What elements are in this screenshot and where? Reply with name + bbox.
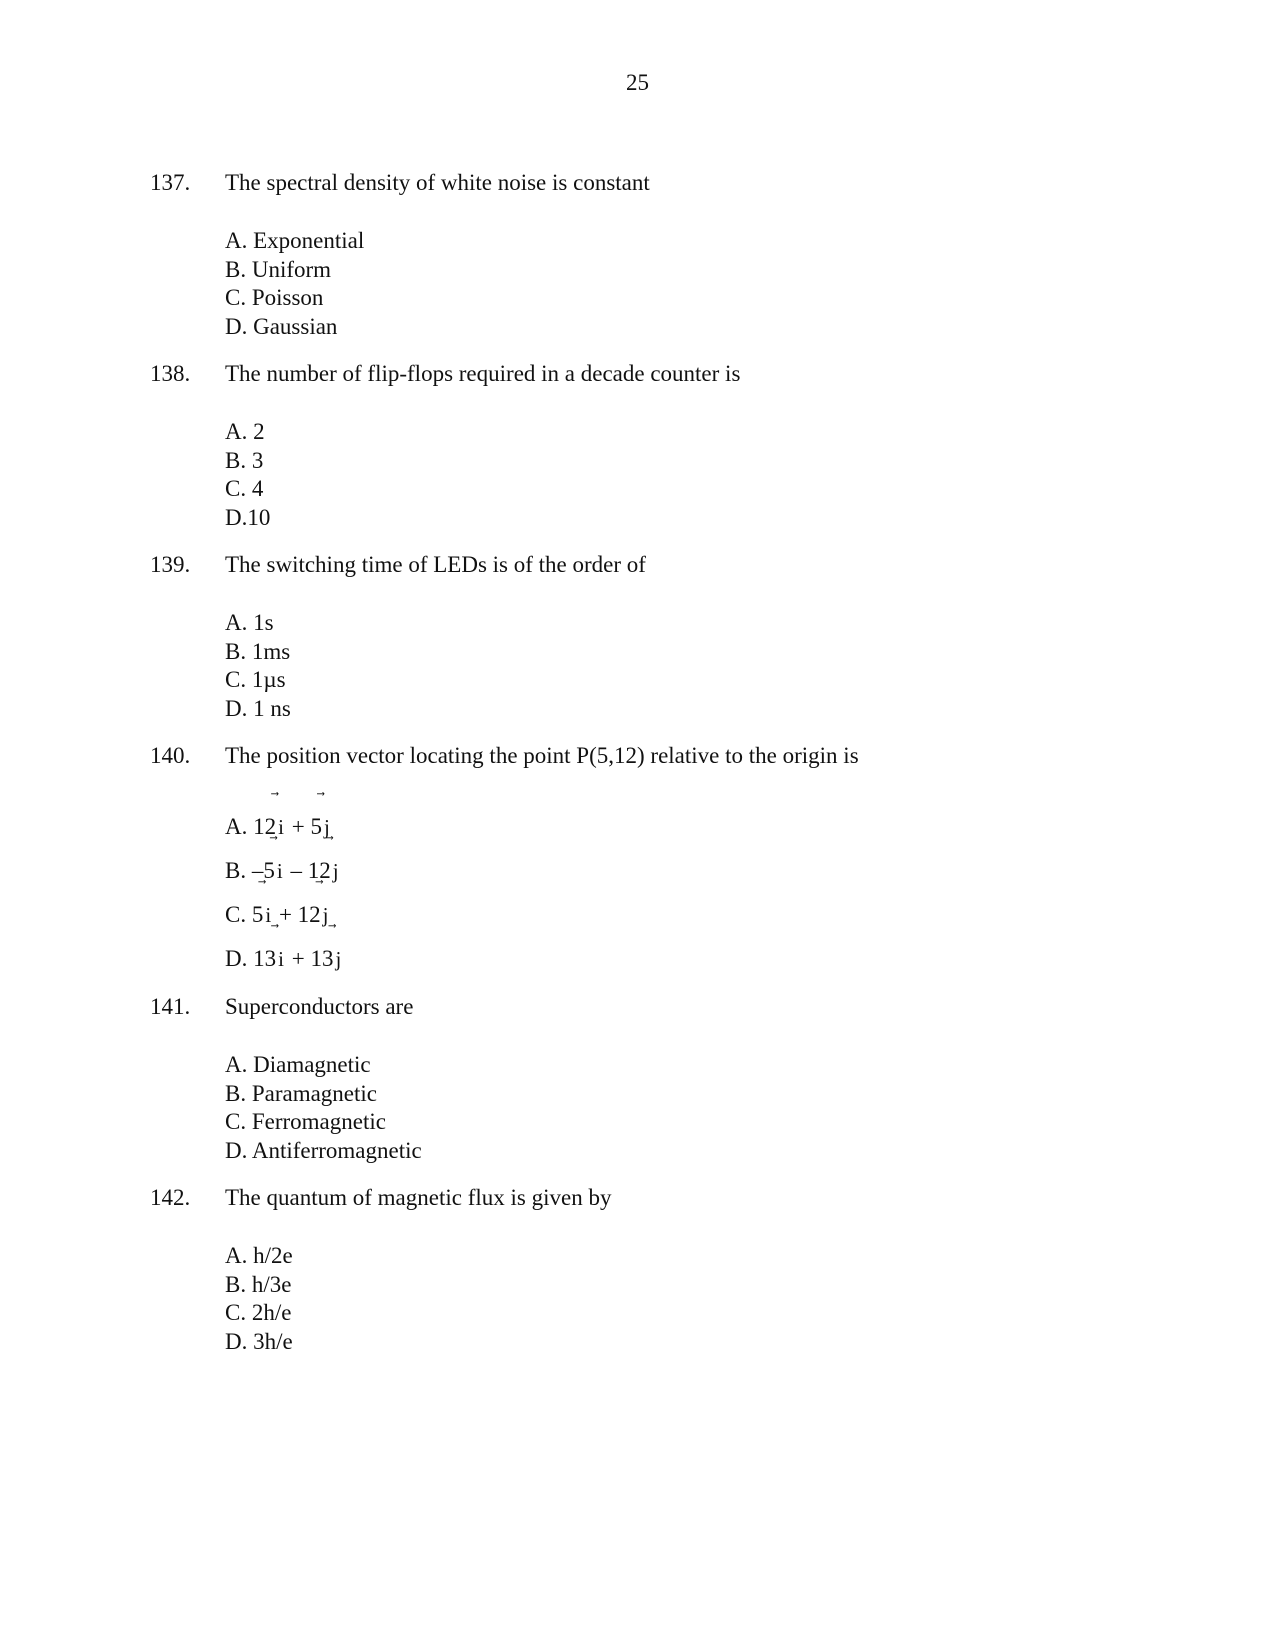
question-number: 137. <box>150 170 191 195</box>
option-label: D. <box>225 946 248 971</box>
page-number: 25 <box>626 70 649 95</box>
option-d: D. 3h/e <box>225 1329 293 1355</box>
option-b <box>225 849 343 893</box>
unit-vector-j-icon: j <box>332 859 339 883</box>
question-text: Superconductors are <box>225 994 414 1019</box>
question-text: The spectral density of white noise is constant <box>225 170 650 195</box>
question-text: The number of flip-flops required in a decade counter is <box>225 361 741 386</box>
options-list <box>225 418 270 533</box>
unit-vector-j-icon: j <box>322 903 329 927</box>
option-d: D. 1 ns <box>225 696 291 722</box>
question-text: The switching time of LEDs is of the order of <box>225 552 646 577</box>
option-c: C. Poisson <box>225 285 324 311</box>
option-d: D.10 <box>225 505 271 531</box>
option-d: D. Antiferromagnetic <box>225 1138 422 1164</box>
coefficient-i: 13 <box>253 946 277 971</box>
option-c: C. 1µs <box>225 667 286 693</box>
coefficient-j: 5 <box>310 814 322 839</box>
coefficient-j: 12 <box>297 902 321 927</box>
options-list <box>225 805 343 981</box>
option-label: C. <box>225 902 247 927</box>
option-label: A. <box>225 814 248 839</box>
option-c: C. 4 <box>225 476 264 502</box>
option-d <box>225 937 343 981</box>
options-list <box>225 609 291 724</box>
question-number: 140. <box>150 743 191 768</box>
operator: + <box>278 902 292 927</box>
options-list <box>225 1242 293 1357</box>
option-c <box>225 893 343 937</box>
question-number: 142. <box>150 1185 191 1210</box>
coefficient-j: 13 <box>310 946 334 971</box>
option-c: C. Ferromagnetic <box>225 1109 386 1135</box>
option-b: B. 1ms <box>225 638 291 664</box>
options-list <box>225 1051 422 1166</box>
unit-vector-j-icon: j <box>335 947 342 971</box>
operator: + <box>291 946 305 971</box>
option-a: A. 2 <box>225 419 265 444</box>
unit-vector-i-icon: i <box>265 903 272 927</box>
option-d: D. Gaussian <box>225 314 338 340</box>
question-text: The quantum of magnetic flux is given by <box>225 1185 612 1210</box>
coefficient-i: 5 <box>251 902 264 927</box>
option-label: B. <box>225 858 247 883</box>
question-text: The position vector locating the point P(5,12) relative to the origin is <box>225 743 859 768</box>
unit-vector-i-icon: i <box>276 859 283 883</box>
operator: – <box>290 858 302 883</box>
operator: + <box>291 814 305 839</box>
option-a <box>225 805 343 849</box>
option-a: A. 1s <box>225 610 274 635</box>
unit-vector-i-icon: i <box>278 815 284 839</box>
option-b: B. h/3e <box>225 1271 292 1297</box>
unit-vector-i-icon: i <box>278 947 284 971</box>
options-list <box>225 227 364 342</box>
option-a: A. Diamagnetic <box>225 1052 371 1077</box>
question-number: 139. <box>150 552 191 577</box>
option-b: B. 3 <box>225 447 264 473</box>
unit-vector-j-icon: j <box>323 815 330 839</box>
option-c: C. 2h/e <box>225 1300 292 1326</box>
option-a: A. Exponential <box>225 228 365 253</box>
coefficient-j: 12 <box>307 858 331 883</box>
coefficient-i: 12 <box>253 814 277 839</box>
option-a: A. h/2e <box>225 1243 293 1268</box>
option-b: B. Uniform <box>225 256 332 282</box>
coefficient-i: –5 <box>251 858 275 883</box>
question-number: 141. <box>150 994 191 1019</box>
question-number: 138. <box>150 361 191 386</box>
option-b: B. Paramagnetic <box>225 1080 378 1106</box>
